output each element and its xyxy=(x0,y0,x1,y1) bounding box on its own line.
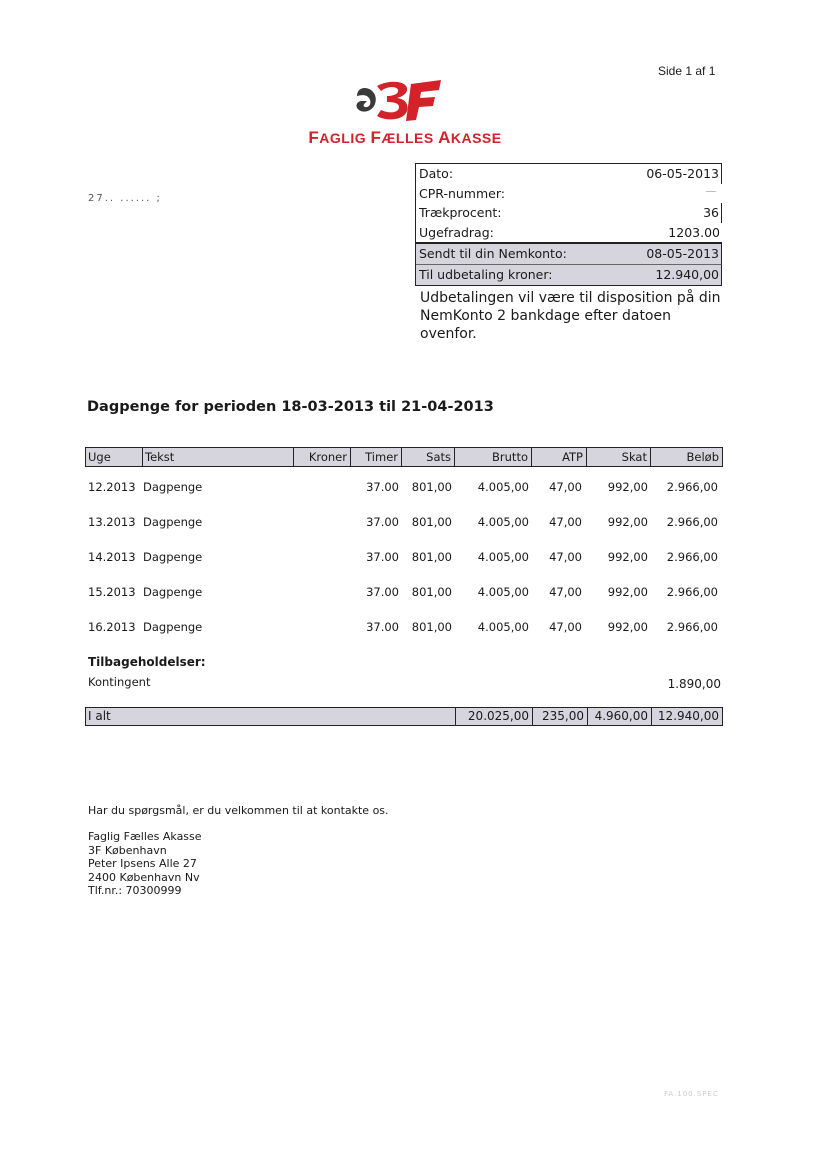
cell-timer: 37.00 xyxy=(366,550,399,564)
info-label: Ugefradrag: xyxy=(419,224,494,240)
info-label: Dato: xyxy=(419,166,454,181)
cell-uge: 16.2013 xyxy=(88,620,136,634)
table-row xyxy=(0,619,828,635)
contact-question: Har du spørgsmål, er du velkommen til at kontakte os. xyxy=(88,804,389,817)
info-value: 08-05-2013 xyxy=(646,246,719,262)
cell-sats: 801,00 xyxy=(411,515,452,529)
cell-sats: 801,00 xyxy=(411,585,452,599)
cell-beloeb: 2.966,00 xyxy=(666,585,718,599)
info-label: CPR-nummer: xyxy=(419,185,505,201)
phone-line: Tlf.nr.: 70300999 xyxy=(88,884,182,897)
notice-line: NemKonto 2 bankdage efter datoen ovenfor. xyxy=(420,308,671,342)
cell-beloeb: 2.966,00 xyxy=(666,480,718,494)
cell-timer: 37.00 xyxy=(366,585,399,599)
column-header-atp: ATP xyxy=(532,448,587,466)
info-value: 1203.00 xyxy=(668,224,720,240)
cell-brutto: 4.005,00 xyxy=(477,480,529,494)
info-row-til-udbetaling xyxy=(416,264,722,286)
cell-brutto: 4.005,00 xyxy=(477,515,529,529)
cell-atp: 47,00 xyxy=(549,480,582,494)
column-header-uge: Uge xyxy=(86,448,143,466)
column-header-sats: Sats xyxy=(402,448,455,466)
column-header-tekst: Tekst xyxy=(143,448,294,466)
column-header-kroner: Kroner xyxy=(294,448,351,466)
address-line: 2400 København Nv xyxy=(88,870,200,884)
notice-line: Udbetalingen vil være til disposition på din xyxy=(420,290,721,306)
column-header-skat: Skat xyxy=(587,448,651,466)
cell-tekst: Dagpenge xyxy=(143,585,203,599)
cell-brutto: 4.005,00 xyxy=(477,550,529,564)
cell-beloeb: 2.966,00 xyxy=(666,550,718,564)
cell-tekst: Dagpenge xyxy=(143,620,203,634)
cell-tekst: Dagpenge xyxy=(143,550,203,564)
info-label: Til udbetaling kroner: xyxy=(419,266,553,282)
info-value: 06-05-2013 xyxy=(646,166,719,181)
cell-uge: 13.2013 xyxy=(88,515,136,529)
cell-skat: 992,00 xyxy=(607,550,648,564)
table-row xyxy=(0,584,828,600)
info-row-dato xyxy=(416,163,722,184)
period-title: Dagpenge for perioden 18-03-2013 til 21-04-2013 xyxy=(87,399,494,415)
info-value: 12.940,00 xyxy=(655,266,719,282)
total-beloeb: 12.940,00 xyxy=(651,708,722,725)
cell-beloeb: 2.966,00 xyxy=(666,620,718,634)
total-brutto: 20.025,00 xyxy=(455,708,532,725)
recipient-address-fragment: 27.. ...... ; xyxy=(88,193,162,204)
table-row xyxy=(0,514,828,530)
info-value: 36 xyxy=(703,205,719,221)
payment-info-box xyxy=(415,163,722,286)
cell-timer: 37.00 xyxy=(366,515,399,529)
cell-brutto: 4.005,00 xyxy=(477,620,529,634)
cell-sats: 801,00 xyxy=(411,480,452,494)
logo-word-akasse: AKASSE xyxy=(438,128,502,147)
cell-tekst: Dagpenge xyxy=(143,515,203,529)
cell-skat: 992,00 xyxy=(607,480,648,494)
address-line: Peter Ipsens Alle 27 xyxy=(88,857,197,870)
address-line: Faglig Fælles Akasse xyxy=(88,830,202,843)
cell-atp: 47,00 xyxy=(549,550,582,564)
3f-logo-mark-icon xyxy=(353,78,463,124)
column-header-beloeb: Beløb xyxy=(686,450,719,464)
cell-atp: 47,00 xyxy=(549,620,582,634)
footer-stamp: FA.100.SPEC xyxy=(664,1090,719,1098)
logo-word-faglig: FAGLIG xyxy=(308,128,371,147)
info-row-cpr xyxy=(416,184,722,204)
logo-word-faelles: FÆLLES xyxy=(370,128,439,147)
total-skat: 4.960,00 xyxy=(587,708,651,725)
total-atp: 235,00 xyxy=(532,708,587,725)
page-number: Side 1 af 1 xyxy=(658,64,716,78)
cell-skat: 992,00 xyxy=(607,620,648,634)
cell-timer: 37.00 xyxy=(366,480,399,494)
info-row-ugefradrag xyxy=(416,223,722,244)
info-label: Trækprocent: xyxy=(419,205,502,221)
info-row-sendt-nemkonto xyxy=(416,243,722,264)
deduction-value: 1.890,00 xyxy=(667,677,721,691)
cell-skat: 992,00 xyxy=(607,515,648,529)
table-row xyxy=(0,549,828,565)
cell-tekst: Dagpenge xyxy=(143,480,203,494)
deduction-label: Kontingent xyxy=(88,675,151,689)
cell-atp: 47,00 xyxy=(549,585,582,599)
column-header-timer: Timer xyxy=(351,448,402,466)
table-header xyxy=(85,447,723,467)
cell-skat: 992,00 xyxy=(607,585,648,599)
redaction-mark xyxy=(706,191,716,192)
disposition-notice xyxy=(420,289,730,343)
cell-atp: 47,00 xyxy=(549,515,582,529)
info-row-traekprocent xyxy=(416,203,722,223)
logo-wordmark xyxy=(300,128,510,148)
info-label: Sendt til din Nemkonto: xyxy=(419,246,567,262)
total-row xyxy=(85,707,723,726)
table-row xyxy=(0,479,828,495)
cell-beloeb: 2.966,00 xyxy=(666,515,718,529)
cell-uge: 14.2013 xyxy=(88,550,136,564)
cell-brutto: 4.005,00 xyxy=(477,585,529,599)
column-header-brutto: Brutto xyxy=(455,448,532,466)
total-label: I alt xyxy=(88,709,111,723)
deductions-title: Tilbageholdelser: xyxy=(88,655,206,669)
faglig-faelles-akasse-logo xyxy=(300,78,510,150)
contact-address xyxy=(88,830,202,898)
address-line: 3F København xyxy=(88,843,167,857)
cell-sats: 801,00 xyxy=(411,620,452,634)
cell-sats: 801,00 xyxy=(411,550,452,564)
cell-timer: 37.00 xyxy=(366,620,399,634)
cell-uge: 15.2013 xyxy=(88,585,136,599)
cell-uge: 12.2013 xyxy=(88,480,136,494)
